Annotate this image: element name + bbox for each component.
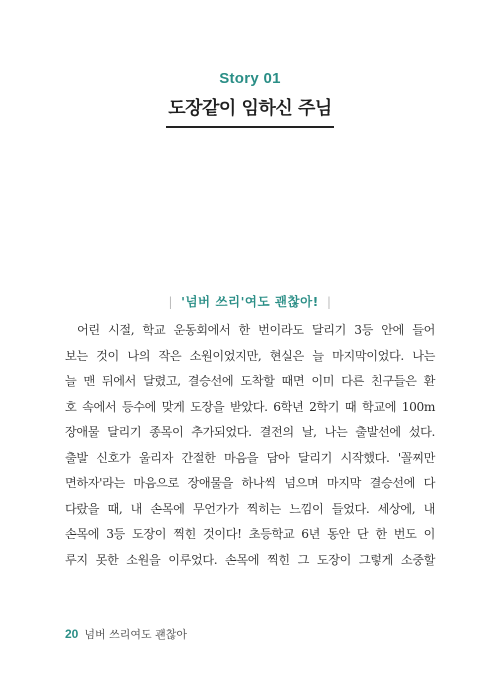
page-title: 도장같이 임하신 주님	[166, 94, 334, 128]
story-label: Story 01	[219, 70, 281, 87]
body-line: 출발 신호가 울리자 간절한 마음을 담아 달리기 시작했다. '꼴찌만	[65, 450, 435, 465]
body-line: 늘 맨 뒤에서 달렸고, 결승선에 도착할 때면 이미 다른 친구들은 환	[65, 374, 435, 388]
body-line: 호 속에서 등수에 맞게 도장을 받았다. 6학년 2학기 때 학교에 100m	[65, 399, 435, 414]
title-container	[0, 94, 500, 128]
body-paragraph	[65, 318, 435, 573]
section-heading-text: '넘버 쓰리'여도 괜찮아!	[181, 294, 319, 309]
body-line: 보는 것이 나의 작은 소원이었지만, 현실은 늘 마지막이었다. 나는	[65, 348, 435, 363]
page-footer	[65, 626, 187, 642]
running-title: 넘버 쓰리여도 괜찮아	[84, 628, 187, 641]
body-line: 어린 시절, 학교 운동회에서 한 번이라도 달리기 3등 안에 들어	[77, 323, 435, 337]
page-number: 20	[65, 627, 79, 641]
body-line: 장애물 달리기 종목이 추가되었다. 결전의 날, 나는 출발선에 섰다.	[65, 425, 435, 439]
body-line: 면하자'라는 마음으로 장애물을 하나씩 넘으며 마지막 결승선에 다	[65, 476, 435, 490]
heading-bar-left: |	[168, 294, 174, 309]
body-line: 손목에 3등 도장이 찍힌 것이다! 초등학교 6년 동안 단 한 번도 이	[65, 527, 435, 541]
section-heading	[0, 292, 500, 310]
heading-bar-right: |	[326, 294, 332, 309]
body-line: 다랐을 때, 내 손목에 무언가가 찍히는 느낌이 들었다. 세상에, 내	[65, 501, 435, 516]
body-line: 루지 못한 소원을 이루었다. 손목에 찍힌 그 도장이 그렇게 소중할	[65, 552, 435, 567]
